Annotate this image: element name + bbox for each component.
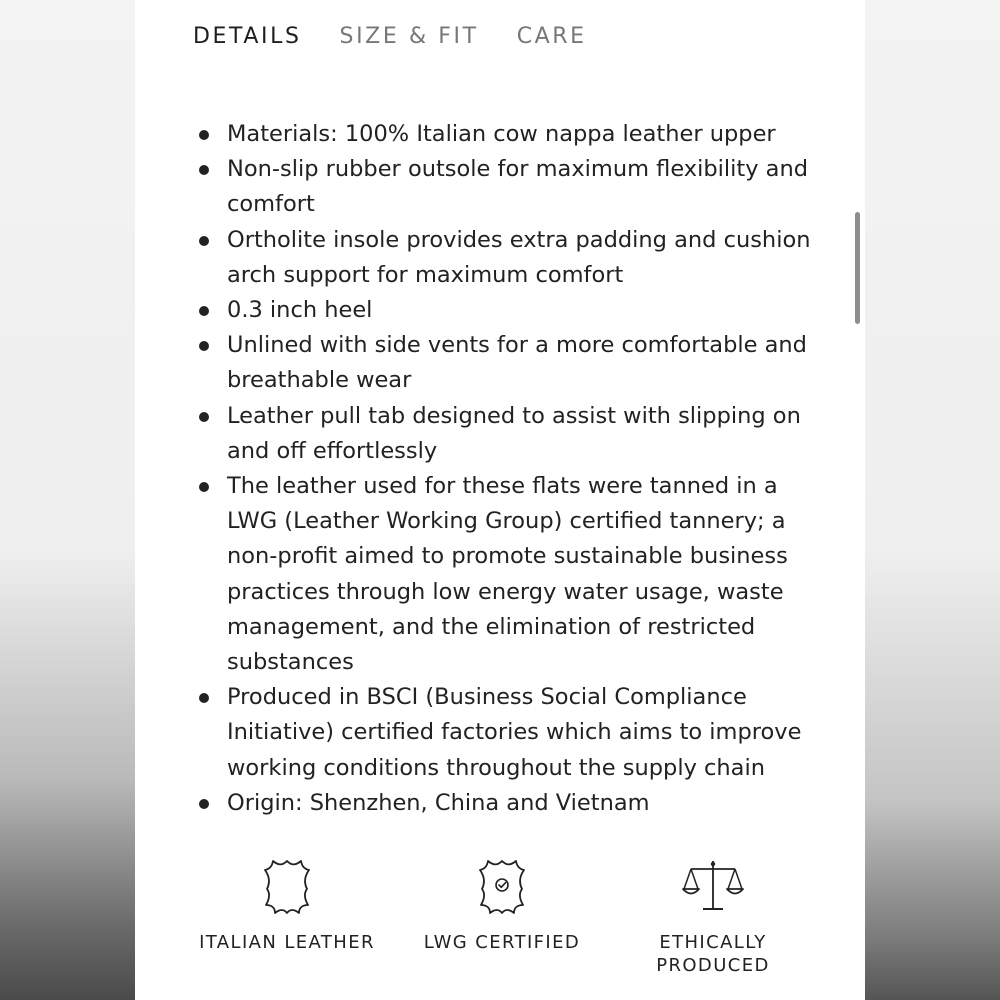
tab-care[interactable]: CARE <box>516 24 587 49</box>
list-item: Leather pull tab designed to assist with slipping on and off effortlessly <box>193 399 823 469</box>
feature-lwg-certified <box>392 855 612 954</box>
scrollbar-thumb[interactable] <box>855 212 860 324</box>
list-item: Materials: 100% Italian cow nappa leather upper <box>193 117 823 152</box>
balance-scale-icon <box>681 855 745 915</box>
feature-ethically-produced <box>603 855 823 977</box>
background-right <box>865 0 1000 1000</box>
feature-italian-leather <box>177 855 397 954</box>
list-item: Produced in BSCI (Business Social Compliance Initiative) certified factories which aims to improve working conditions throughout the supply chain <box>193 680 823 786</box>
feature-badges <box>135 855 865 1000</box>
list-item: Ortholite insole provides extra padding and cushion arch support for maximum comfort <box>193 223 823 293</box>
list-item: 0.3 inch heel <box>193 293 823 328</box>
leather-hide-icon <box>259 855 315 915</box>
details-list <box>193 117 823 821</box>
feature-label: LWG CERTIFIED <box>423 932 581 953</box>
list-item: The leather used for these flats were tanned in a LWG (Leather Working Group) certified tannery; a non-profit aimed to promote sustainable business practices through low energy water usage, waste management, and the elimination of restricted substances <box>193 469 823 680</box>
list-item: Origin: Shenzhen, China and Vietnam <box>193 786 823 821</box>
tab-bar <box>193 24 625 49</box>
tab-details[interactable]: DETAILS <box>193 24 302 49</box>
list-item: Non-slip rubber outsole for maximum flexibility and comfort <box>193 152 823 222</box>
certified-hide-icon <box>474 855 530 915</box>
product-details-panel <box>135 0 865 1000</box>
background-left <box>0 0 135 1000</box>
feature-label: ITALIAN LEATHER <box>199 932 375 953</box>
tab-size-fit[interactable]: SIZE & FIT <box>339 24 479 49</box>
list-item: Unlined with side vents for a more comfortable and breathable wear <box>193 328 823 398</box>
feature-label: ETHICALLY PRODUCED <box>656 932 770 976</box>
